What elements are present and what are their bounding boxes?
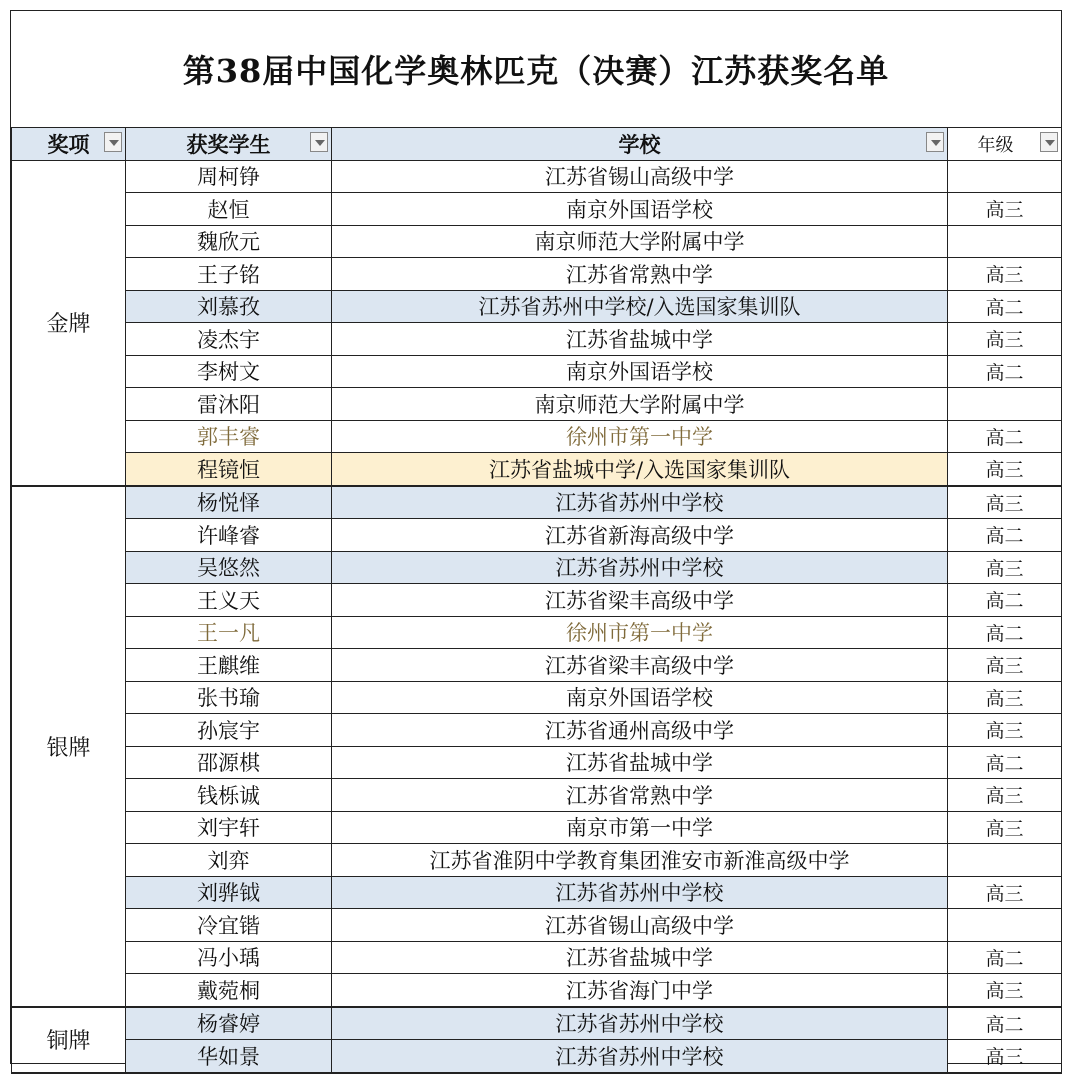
table-row — [12, 258, 1062, 291]
filter-dropdown-icon[interactable] — [310, 132, 328, 152]
table-row — [12, 388, 1062, 421]
grade-cell[interactable]: 高三 — [948, 876, 1062, 909]
grade-cell[interactable]: 高二 — [948, 941, 1062, 974]
header-school — [332, 128, 948, 161]
table-row — [12, 616, 1062, 649]
student-name-cell[interactable]: 王一凡 — [126, 616, 332, 649]
school-cell[interactable]: 江苏省盐城中学 — [332, 323, 948, 356]
school-cell[interactable]: 徐州市第一中学 — [332, 616, 948, 649]
student-name-cell[interactable]: 程镜恒 — [126, 453, 332, 486]
table-row — [12, 420, 1062, 453]
student-name-cell[interactable]: 华如景 — [126, 1040, 332, 1073]
student-name-cell[interactable]: 周柯铮 — [126, 160, 332, 193]
grade-cell[interactable]: 高三 — [948, 551, 1062, 584]
student-name-cell[interactable]: 刘弈 — [126, 844, 332, 877]
student-name-cell[interactable]: 邵源棋 — [126, 746, 332, 779]
school-cell[interactable]: 江苏省新海高级中学 — [332, 519, 948, 552]
school-cell[interactable]: 江苏省苏州中学校/入选国家集训队 — [332, 290, 948, 323]
header-award-label: 奖项 — [47, 131, 90, 157]
student-name-cell[interactable]: 王子铭 — [126, 258, 332, 291]
school-cell[interactable]: 江苏省常熟中学 — [332, 779, 948, 812]
grade-cell[interactable]: 高二 — [948, 519, 1062, 552]
student-name-cell[interactable]: 郭丰睿 — [126, 420, 332, 453]
table-row — [12, 193, 1062, 226]
header-grade — [948, 128, 1062, 161]
table-row — [12, 974, 1062, 1007]
student-name-cell[interactable]: 戴菀桐 — [126, 974, 332, 1007]
spreadsheet — [10, 10, 1062, 1069]
school-cell[interactable]: 江苏省苏州中学校 — [332, 1007, 948, 1040]
grade-cell[interactable]: 高三 — [948, 649, 1062, 682]
grade-cell[interactable]: 高三 — [948, 714, 1062, 747]
filter-dropdown-icon[interactable] — [104, 132, 122, 152]
table-row — [12, 519, 1062, 552]
grade-cell[interactable]: 高三 — [948, 681, 1062, 714]
table-row — [12, 681, 1062, 714]
school-cell[interactable]: 江苏省常熟中学 — [332, 258, 948, 291]
school-cell[interactable]: 江苏省苏州中学校 — [332, 1040, 948, 1073]
header-award — [12, 128, 126, 161]
grade-cell[interactable]: 高二 — [948, 290, 1062, 323]
school-cell[interactable]: 南京市第一中学 — [332, 811, 948, 844]
school-cell[interactable]: 徐州市第一中学 — [332, 420, 948, 453]
school-cell[interactable]: 江苏省梁丰高级中学 — [332, 584, 948, 617]
grade-cell[interactable]: 高二 — [948, 420, 1062, 453]
student-name-cell[interactable]: 张书瑜 — [126, 681, 332, 714]
grade-cell[interactable]: 高二 — [948, 355, 1062, 388]
table-row — [12, 453, 1062, 486]
student-name-cell[interactable]: 刘慕孜 — [126, 290, 332, 323]
student-name-cell[interactable]: 王麒维 — [126, 649, 332, 682]
school-cell[interactable]: 江苏省锡山高级中学 — [332, 909, 948, 942]
student-name-cell[interactable]: 吴悠然 — [126, 551, 332, 584]
student-name-cell[interactable]: 孙宸宇 — [126, 714, 332, 747]
grade-cell[interactable]: 高二 — [948, 746, 1062, 779]
school-cell[interactable]: 南京师范大学附属中学 — [332, 388, 948, 421]
school-cell[interactable]: 江苏省梁丰高级中学 — [332, 649, 948, 682]
header-row — [12, 128, 1062, 161]
school-cell[interactable]: 江苏省淮阴中学教育集团淮安市新淮高级中学 — [332, 844, 948, 877]
grade-cell[interactable] — [948, 909, 1062, 942]
school-cell[interactable]: 江苏省盐城中学/入选国家集训队 — [332, 453, 948, 486]
grade-cell[interactable] — [948, 388, 1062, 421]
grade-cell[interactable]: 高三 — [948, 779, 1062, 812]
student-name-cell[interactable]: 李树文 — [126, 355, 332, 388]
table-row — [12, 486, 1062, 519]
grade-cell[interactable]: 高三 — [948, 258, 1062, 291]
school-cell[interactable]: 南京师范大学附属中学 — [332, 225, 948, 258]
table-row — [12, 160, 1062, 193]
header-grade-label: 年级 — [977, 134, 1014, 156]
grade-cell[interactable]: 高三 — [948, 811, 1062, 844]
table-body — [12, 160, 1062, 1073]
sheet-title: 第38届中国化学奥林匹克（决赛）江苏获奖名单 — [11, 11, 1061, 128]
grade-cell[interactable]: 高三 — [948, 1040, 1062, 1073]
grade-cell[interactable]: 高三 — [948, 486, 1062, 519]
table-row — [12, 876, 1062, 909]
grade-cell[interactable] — [948, 160, 1062, 193]
awards-table — [11, 127, 1062, 1074]
student-name-cell[interactable]: 刘宇轩 — [126, 811, 332, 844]
school-cell[interactable]: 江苏省苏州中学校 — [332, 486, 948, 519]
school-cell[interactable]: 南京外国语学校 — [332, 193, 948, 226]
school-cell[interactable]: 江苏省盐城中学 — [332, 746, 948, 779]
student-name-cell[interactable]: 杨睿婷 — [126, 1007, 332, 1040]
school-cell[interactable]: 江苏省盐城中学 — [332, 941, 948, 974]
school-cell[interactable]: 江苏省苏州中学校 — [332, 551, 948, 584]
student-name-cell[interactable]: 魏欣元 — [126, 225, 332, 258]
grade-cell[interactable]: 高二 — [948, 1007, 1062, 1040]
grade-cell[interactable]: 高三 — [948, 193, 1062, 226]
table-row — [12, 1007, 1062, 1040]
school-cell[interactable]: 江苏省苏州中学校 — [332, 876, 948, 909]
table-row — [12, 811, 1062, 844]
header-school-label: 学校 — [618, 131, 661, 157]
student-name-cell[interactable]: 王义天 — [126, 584, 332, 617]
award-cell[interactable]: 铜牌 — [12, 1007, 126, 1073]
award-cell[interactable]: 银牌 — [12, 486, 126, 1007]
table-row — [12, 584, 1062, 617]
filter-dropdown-icon[interactable] — [926, 132, 944, 152]
award-cell[interactable]: 金牌 — [12, 160, 126, 486]
table-row — [12, 941, 1062, 974]
school-cell[interactable]: 南京外国语学校 — [332, 681, 948, 714]
student-name-cell[interactable]: 凌杰宇 — [126, 323, 332, 356]
grade-cell[interactable]: 高二 — [948, 584, 1062, 617]
school-cell[interactable]: 江苏省通州高级中学 — [332, 714, 948, 747]
header-student — [126, 128, 332, 161]
filter-dropdown-icon[interactable] — [1040, 132, 1058, 152]
school-cell[interactable]: 江苏省海门中学 — [332, 974, 948, 1007]
student-name-cell[interactable]: 冷宜锴 — [126, 909, 332, 942]
table-row — [12, 746, 1062, 779]
table-row — [12, 551, 1062, 584]
school-cell[interactable]: 南京外国语学校 — [332, 355, 948, 388]
table-row — [12, 779, 1062, 812]
grade-cell[interactable] — [948, 844, 1062, 877]
grade-cell[interactable]: 高三 — [948, 323, 1062, 356]
student-name-cell[interactable]: 赵恒 — [126, 193, 332, 226]
school-cell[interactable]: 江苏省锡山高级中学 — [332, 160, 948, 193]
table-row — [12, 1040, 1062, 1073]
grade-cell[interactable] — [948, 225, 1062, 258]
table-row — [12, 844, 1062, 877]
table-row — [12, 909, 1062, 942]
table-row — [12, 323, 1062, 356]
table-row — [12, 355, 1062, 388]
grade-cell[interactable]: 高三 — [948, 974, 1062, 1007]
student-name-cell[interactable]: 冯小瑀 — [126, 941, 332, 974]
student-name-cell[interactable]: 雷沐阳 — [126, 388, 332, 421]
student-name-cell[interactable]: 杨悦怿 — [126, 486, 332, 519]
table-row — [12, 714, 1062, 747]
grade-cell[interactable]: 高二 — [948, 616, 1062, 649]
table-row — [12, 649, 1062, 682]
header-student-label: 获奖学生 — [186, 131, 271, 157]
table-row — [12, 225, 1062, 258]
student-name-cell[interactable]: 刘骅钺 — [126, 876, 332, 909]
grade-cell[interactable]: 高三 — [948, 453, 1062, 486]
table-row — [12, 290, 1062, 323]
student-name-cell[interactable]: 许峰睿 — [126, 519, 332, 552]
student-name-cell[interactable]: 钱栎诚 — [126, 779, 332, 812]
